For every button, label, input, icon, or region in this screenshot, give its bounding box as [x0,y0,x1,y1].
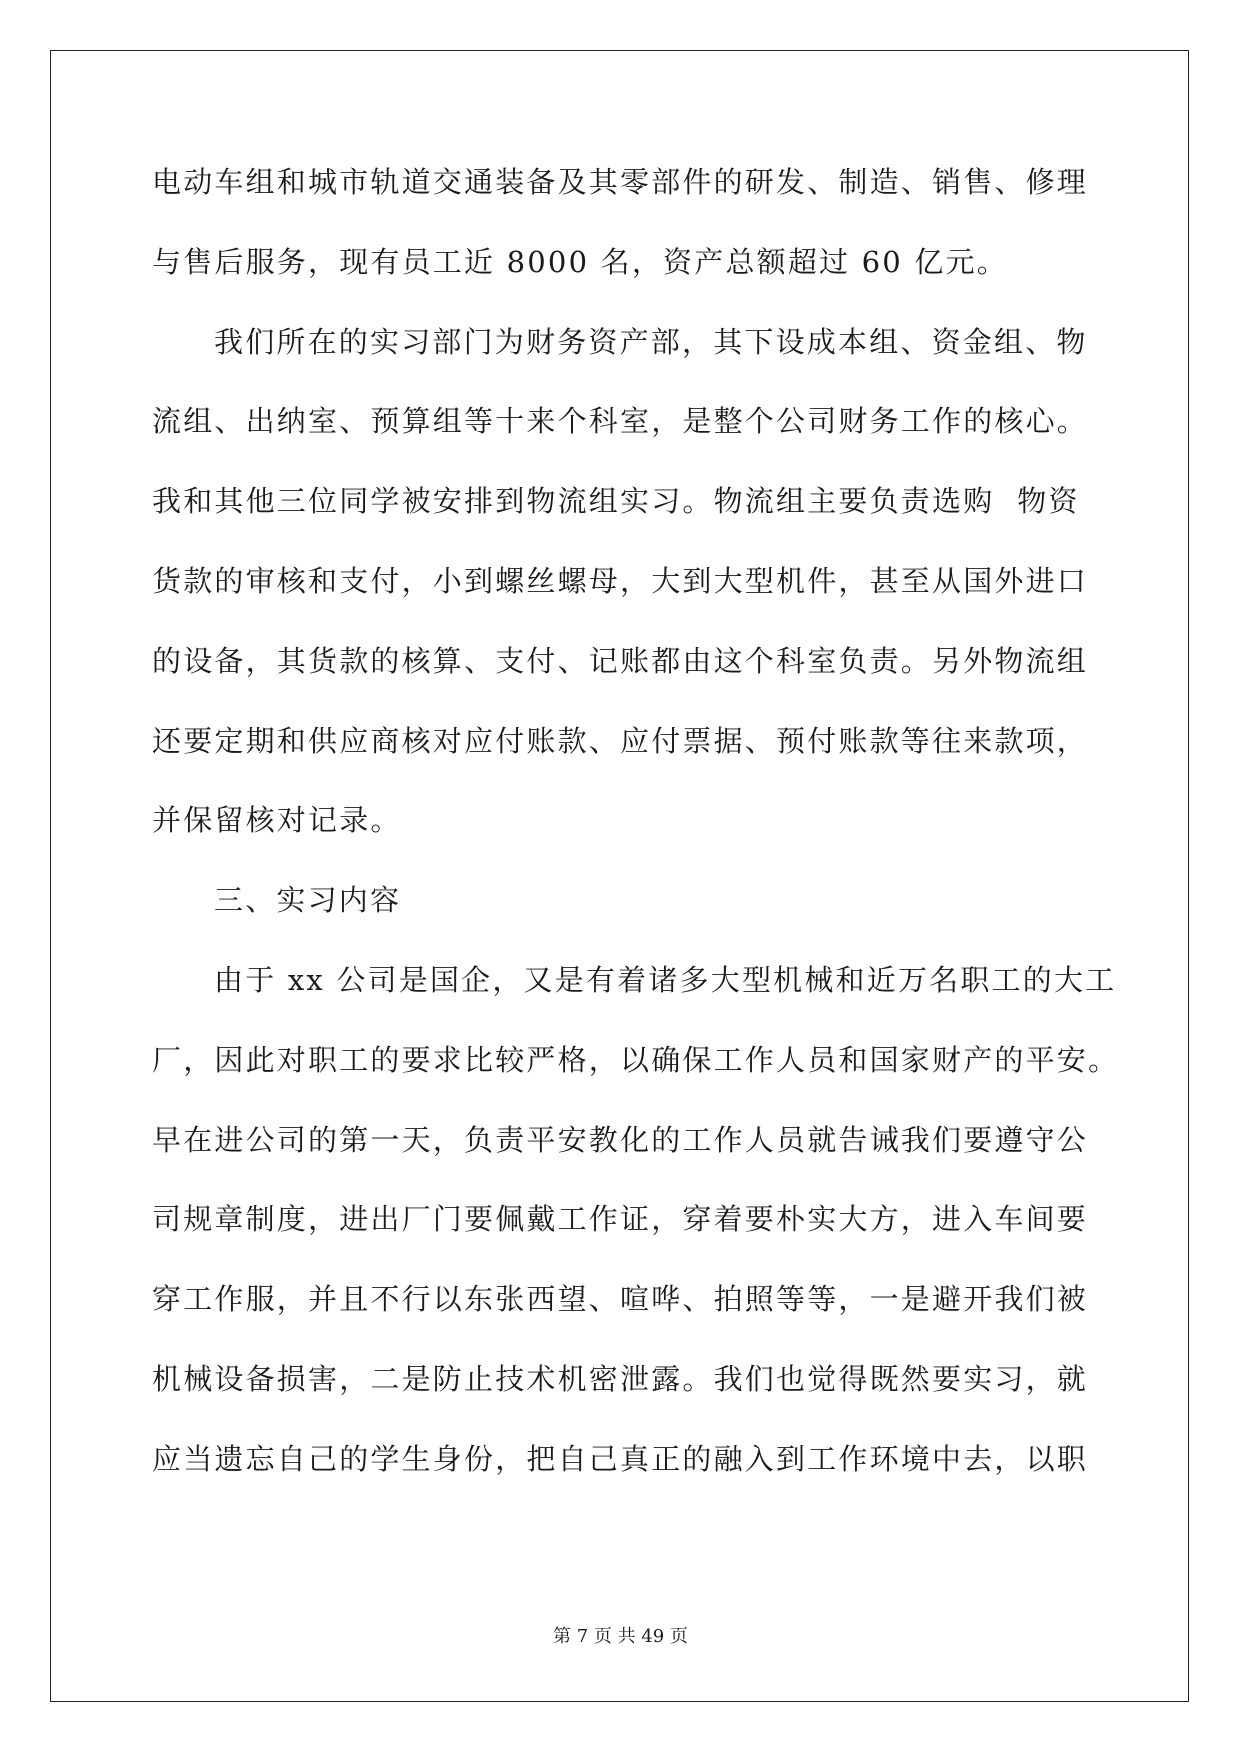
section-heading: 三、实习内容 [214,883,402,918]
text-line: 早在进公司的第一天，负责平安教化的工作人员就告诫我们要遵守公 [152,1122,1089,1157]
document-body [152,162,1120,1519]
text-line: 与售后服务，现有员工近 8000 名，资产总额超过 60 亿元。 [152,244,1008,279]
paragraph-start-line: 我们所在的实习部门为财务资产部，其下设成本组、资金组、物 [214,324,1088,359]
text-line: 的设备，其货款的核算、支付、记账都由这个科室负责。另外物流组 [152,643,1089,678]
text-line: 厂，因此对职工的要求比较严格，以确保工作人员和国家财产的平安。 [152,1042,1120,1077]
text-line: 并保留核对记录。 [152,803,402,838]
text-line: 我和其他三位同学被安排到物流组实习。物流组主要负责选购 物资 [152,484,1080,519]
page-number-footer: 第 7 页 共 49 页 [553,1626,688,1647]
text-line: 货款的审核和支付，小到螺丝螺母，大到大型机件，甚至从国外进口 [152,563,1089,598]
text-line: 流组、出纳室、预算组等十来个科室，是整个公司财务工作的核心。 [152,404,1089,439]
text-line: 机械设备损害，二是防止技术机密泄露。我们也觉得既然要实习，就 [152,1361,1089,1396]
text-line: 穿工作服，并且不行以东张西望、喧哗、拍照等等，一是避开我们被 [152,1282,1089,1317]
text-line: 司规章制度，进出厂门要佩戴工作证，穿着要朴实大方，进入车间要 [152,1202,1089,1237]
text-line: 还要定期和供应商核对应付账款、应付票据、预付账款等往来款项， [152,723,1089,758]
paragraph-start-line: 由于 xx 公司是国企，又是有着诸多大型机械和近万名职工的大工 [214,962,1117,997]
text-line: 应当遗忘自己的学生身份，把自己真正的融入到工作环境中去，以职 [152,1441,1089,1476]
text-line: 电动车组和城市轨道交通装备及其零部件的研发、制造、销售、修理 [152,165,1089,199]
